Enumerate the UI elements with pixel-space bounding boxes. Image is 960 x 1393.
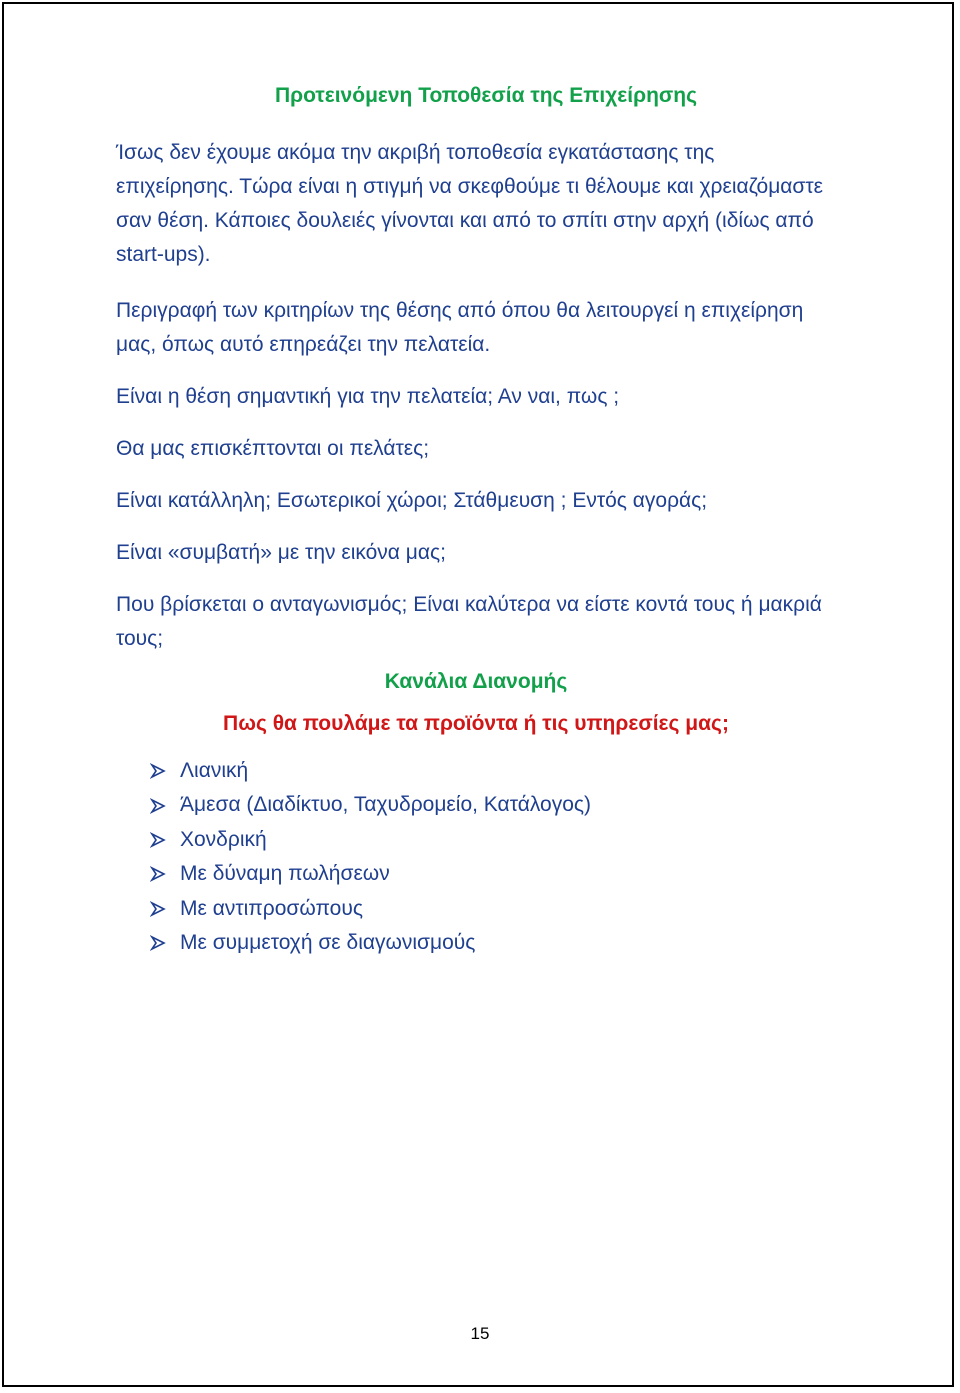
location-heading: Προτεινόμενη Τοποθεσία της Επιχείρησης [274, 84, 698, 107]
list-item [150, 823, 870, 857]
question-4: Είναι «συμβατή» με την εικόνα μας; [116, 541, 446, 564]
question-3: Είναι κατάλληλη; Εσωτερικοί χώροι; Στάθμευση ; Εντός αγοράς; [116, 489, 708, 512]
list-item-label: Με συμμετοχή σε διαγωνισμούς [180, 931, 476, 955]
question-2: Θα μας επισκέπτονται οι πελάτες; [116, 437, 430, 460]
list-item-label: Λιανική [180, 759, 249, 782]
page-number: 15 [470, 1324, 490, 1343]
arrow-bullet-icon [150, 763, 166, 779]
list-item [150, 926, 870, 960]
list-item-label: Άμεσα (Διαδίκτυο, Ταχυδρομείο, Κατάλογος) [180, 793, 591, 817]
page-content [116, 84, 836, 960]
arrow-bullet-icon [150, 935, 166, 951]
distribution-subheading: Πως θα πουλάμε τα προϊόντα ή τις υπηρεσίες μας; [223, 712, 729, 735]
list-item-label: Με δύναμη πωλήσεων [180, 862, 390, 886]
distribution-heading: Κανάλια Διανομής [384, 670, 568, 693]
arrow-bullet-icon [150, 832, 166, 848]
list-item [150, 857, 870, 891]
list-item-label: Με αντιπροσώπους [180, 896, 363, 920]
location-paragraph-2: Περιγραφή των κριτηρίων της θέσης από όπου θα λειτουργεί η επιχείρηση μας, όπως αυτό επηρεάζει την πελατεία. [116, 299, 804, 356]
question-5: Που βρίσκεται ο ανταγωνισμός; Είναι καλύτερα να είστε κοντά τους ή μακριά τους; [116, 593, 822, 650]
arrow-bullet-icon [150, 901, 166, 917]
question-1: Είναι η θέση σημαντική για την πελατεία; Αν ναι, πως ; [116, 385, 620, 408]
list-item [150, 754, 870, 788]
list-item [150, 892, 870, 926]
arrow-bullet-icon [150, 866, 166, 882]
list-item [150, 788, 870, 822]
location-paragraph-1: Ίσως δεν έχουμε ακόμα την ακριβή τοποθεσία εγκατάστασης της επιχείρησης. Τώρα είναι η στιγμή να σκεφθούμε τι θέλουμε και χρειαζόμαστε σαν θέση. Κάποιες δουλειές γίνονται και από το σπίτι στην αρχή (ιδίως από start-ups). [116, 141, 824, 266]
arrow-bullet-icon [150, 798, 166, 814]
list-item-label: Χονδρική [180, 827, 267, 851]
distribution-channels-list [150, 754, 870, 960]
